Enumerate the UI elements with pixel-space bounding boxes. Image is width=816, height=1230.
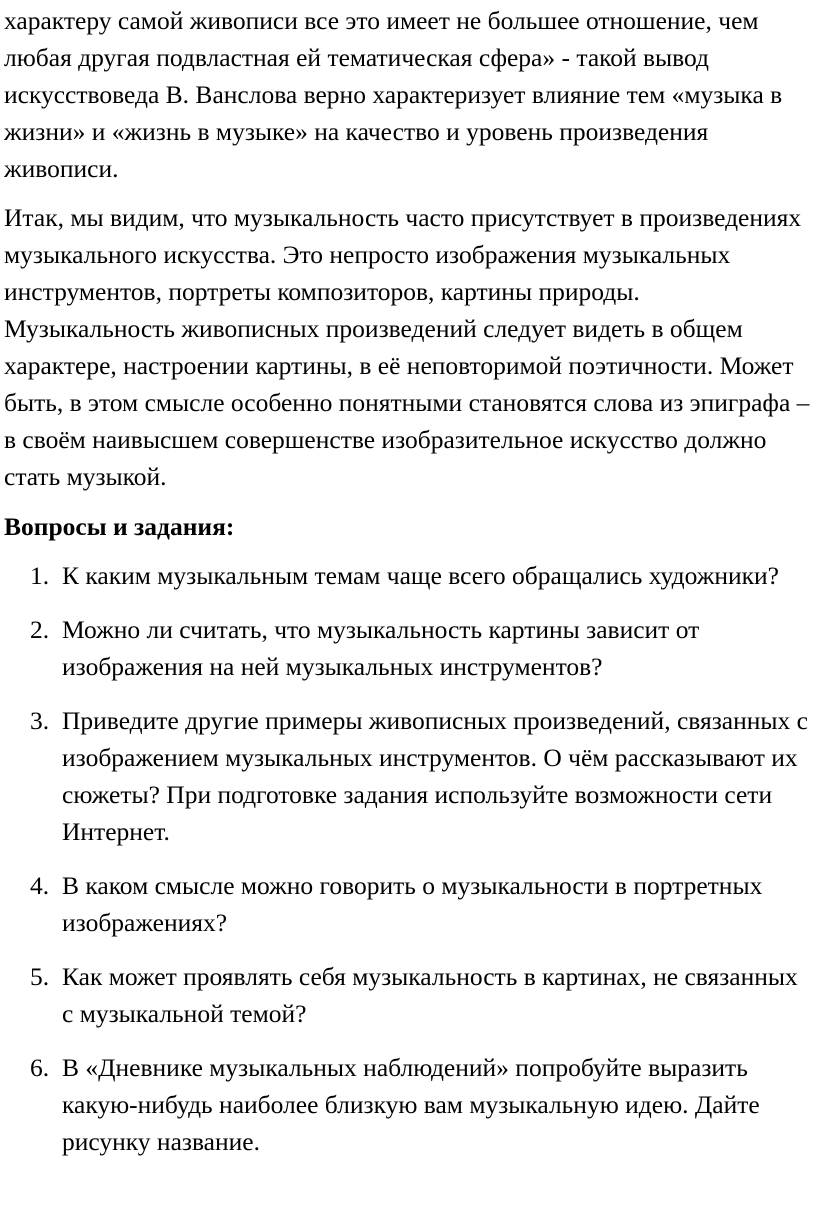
question-item [4,867,812,941]
question-item [4,557,812,594]
question-number: 3. [30,706,50,735]
question-number: 2. [30,615,50,644]
question-text: В каком смысле можно говорить о музыкальности в портретных изображениях? [62,871,763,937]
body-paragraph-2: Итак, мы видим, что музыкальность часто присутствует в произведениях музыкального искусства. Это непросто изображения музыкальных инструментов, портреты композиторов, картины природы. Музыкальность живописных произведений следует видеть в общем характере, настроении картины, в её неповторимой поэтичности. Может быть, в этом смысле особенно понятными становятся слова из эпиграфа – в своём наивысшем совершенстве изобразительное искусство должно стать музыкой. [4,203,810,491]
question-item [4,958,812,1032]
question-item [4,1049,812,1160]
questions-heading: Вопросы и задания: [4,512,235,541]
question-number: 1. [30,561,50,590]
questions-list [4,557,812,1160]
question-number: 6. [30,1053,50,1082]
question-item [4,611,812,685]
question-text: К каким музыкальным темам чаще всего обращались художники? [62,561,779,590]
question-number: 5. [30,962,50,991]
question-number: 4. [30,871,50,900]
body-paragraph-1: характеру самой живописи все это имеет не большее отношение, чем любая другая подвластная ей тематическая сфера» - такой вывод искусствоведа В. Ванслова верно характеризует влияние тем «музыка в жизни» и «жизнь в музыке» на качество и уровень произведения живописи. [4,6,783,183]
question-text: Как может проявлять себя музыкальность в картинах, не связанных с музыкальной темой? [62,962,798,1028]
question-text: Приведите другие примеры живописных произведений, связанных с изображением музыкальных инструментов. О чём рассказывают их сюжеты? При подготовке задания используйте возможности сети Интернет. [62,706,808,846]
question-text: В «Дневнике музыкальных наблюдений» попробуйте выразить какую-нибудь наиболее близкую вам музыкальную идею. Дайте рисунку название. [62,1053,760,1156]
question-text: Можно ли считать, что музыкальность картины зависит от изображения на ней музыкальных инструментов? [62,615,700,681]
question-item [4,702,812,850]
